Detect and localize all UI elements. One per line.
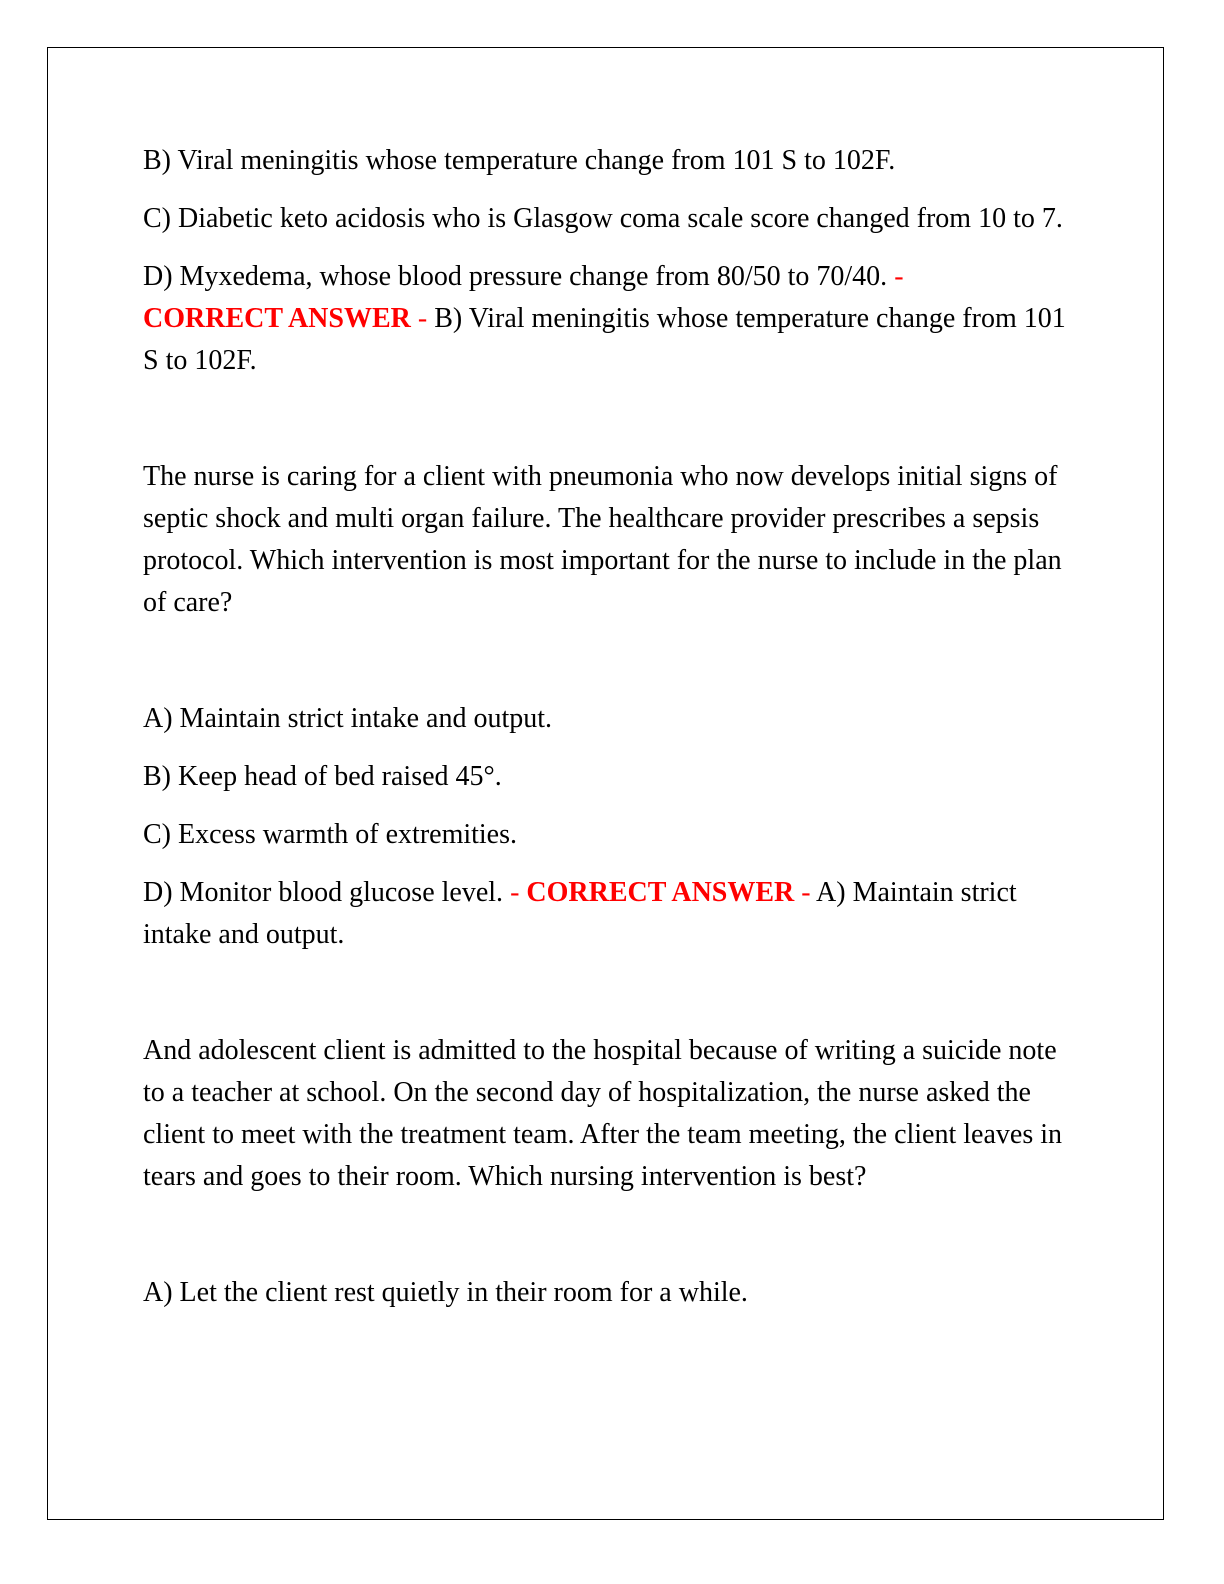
q2-separator-before: - bbox=[503, 877, 527, 908]
q1-separator-after: - bbox=[410, 303, 435, 334]
q3-question: And adolescent client is admitted to the hospital because of writing a suicide note to a teacher at school. On the second day of hospitalization, the nurse asked the client to meet with the treatment team. After the team meeting, the client leaves in tears and goes to their room. Which nursing intervention is best? bbox=[143, 1035, 1062, 1192]
q2-correct-answer-label: CORRECT ANSWER bbox=[526, 877, 795, 908]
q2-separator-after: - bbox=[794, 877, 817, 908]
q1-option-c: C) Diabetic keto acidosis who is Glasgow coma scale score changed from 10 to 7. bbox=[143, 203, 1063, 234]
q2-option-d: D) Monitor blood glucose level. bbox=[143, 877, 504, 908]
q3-option-a: A) Let the client rest quietly in their room for a while. bbox=[143, 1277, 748, 1308]
q2-option-c: C) Excess warmth of extremities. bbox=[143, 819, 518, 850]
document-content bbox=[143, 140, 1073, 1314]
q1-answer: B) Viral meningitis whose temperature change from 101 S to 102F. bbox=[143, 303, 1066, 376]
q2-question: The nurse is caring for a client with pneumonia who now develops initial signs of septic shock and multi organ failure. The healthcare provider prescribes a sepsis protocol. Which intervention is most important for the nurse to include in the plan of care? bbox=[143, 461, 1062, 618]
q1-correct-answer-label: CORRECT ANSWER bbox=[143, 303, 411, 334]
q2-option-d-with-answer bbox=[143, 872, 1073, 956]
q2-option-b: B) Keep head of bed raised 45°. bbox=[143, 761, 502, 792]
q1-option-d-with-answer bbox=[143, 256, 1073, 382]
q1-option-b: B) Viral meningitis whose temperature change from 101 S to 102F. bbox=[143, 145, 896, 176]
q2-answer: A) Maintain strict intake and output. bbox=[143, 877, 1017, 950]
q1-option-d: D) Myxedema, whose blood pressure change from 80/50 to 70/40. bbox=[143, 261, 888, 292]
q1-separator-before: - bbox=[887, 261, 904, 292]
q2-option-a: A) Maintain strict intake and output. bbox=[143, 703, 553, 734]
